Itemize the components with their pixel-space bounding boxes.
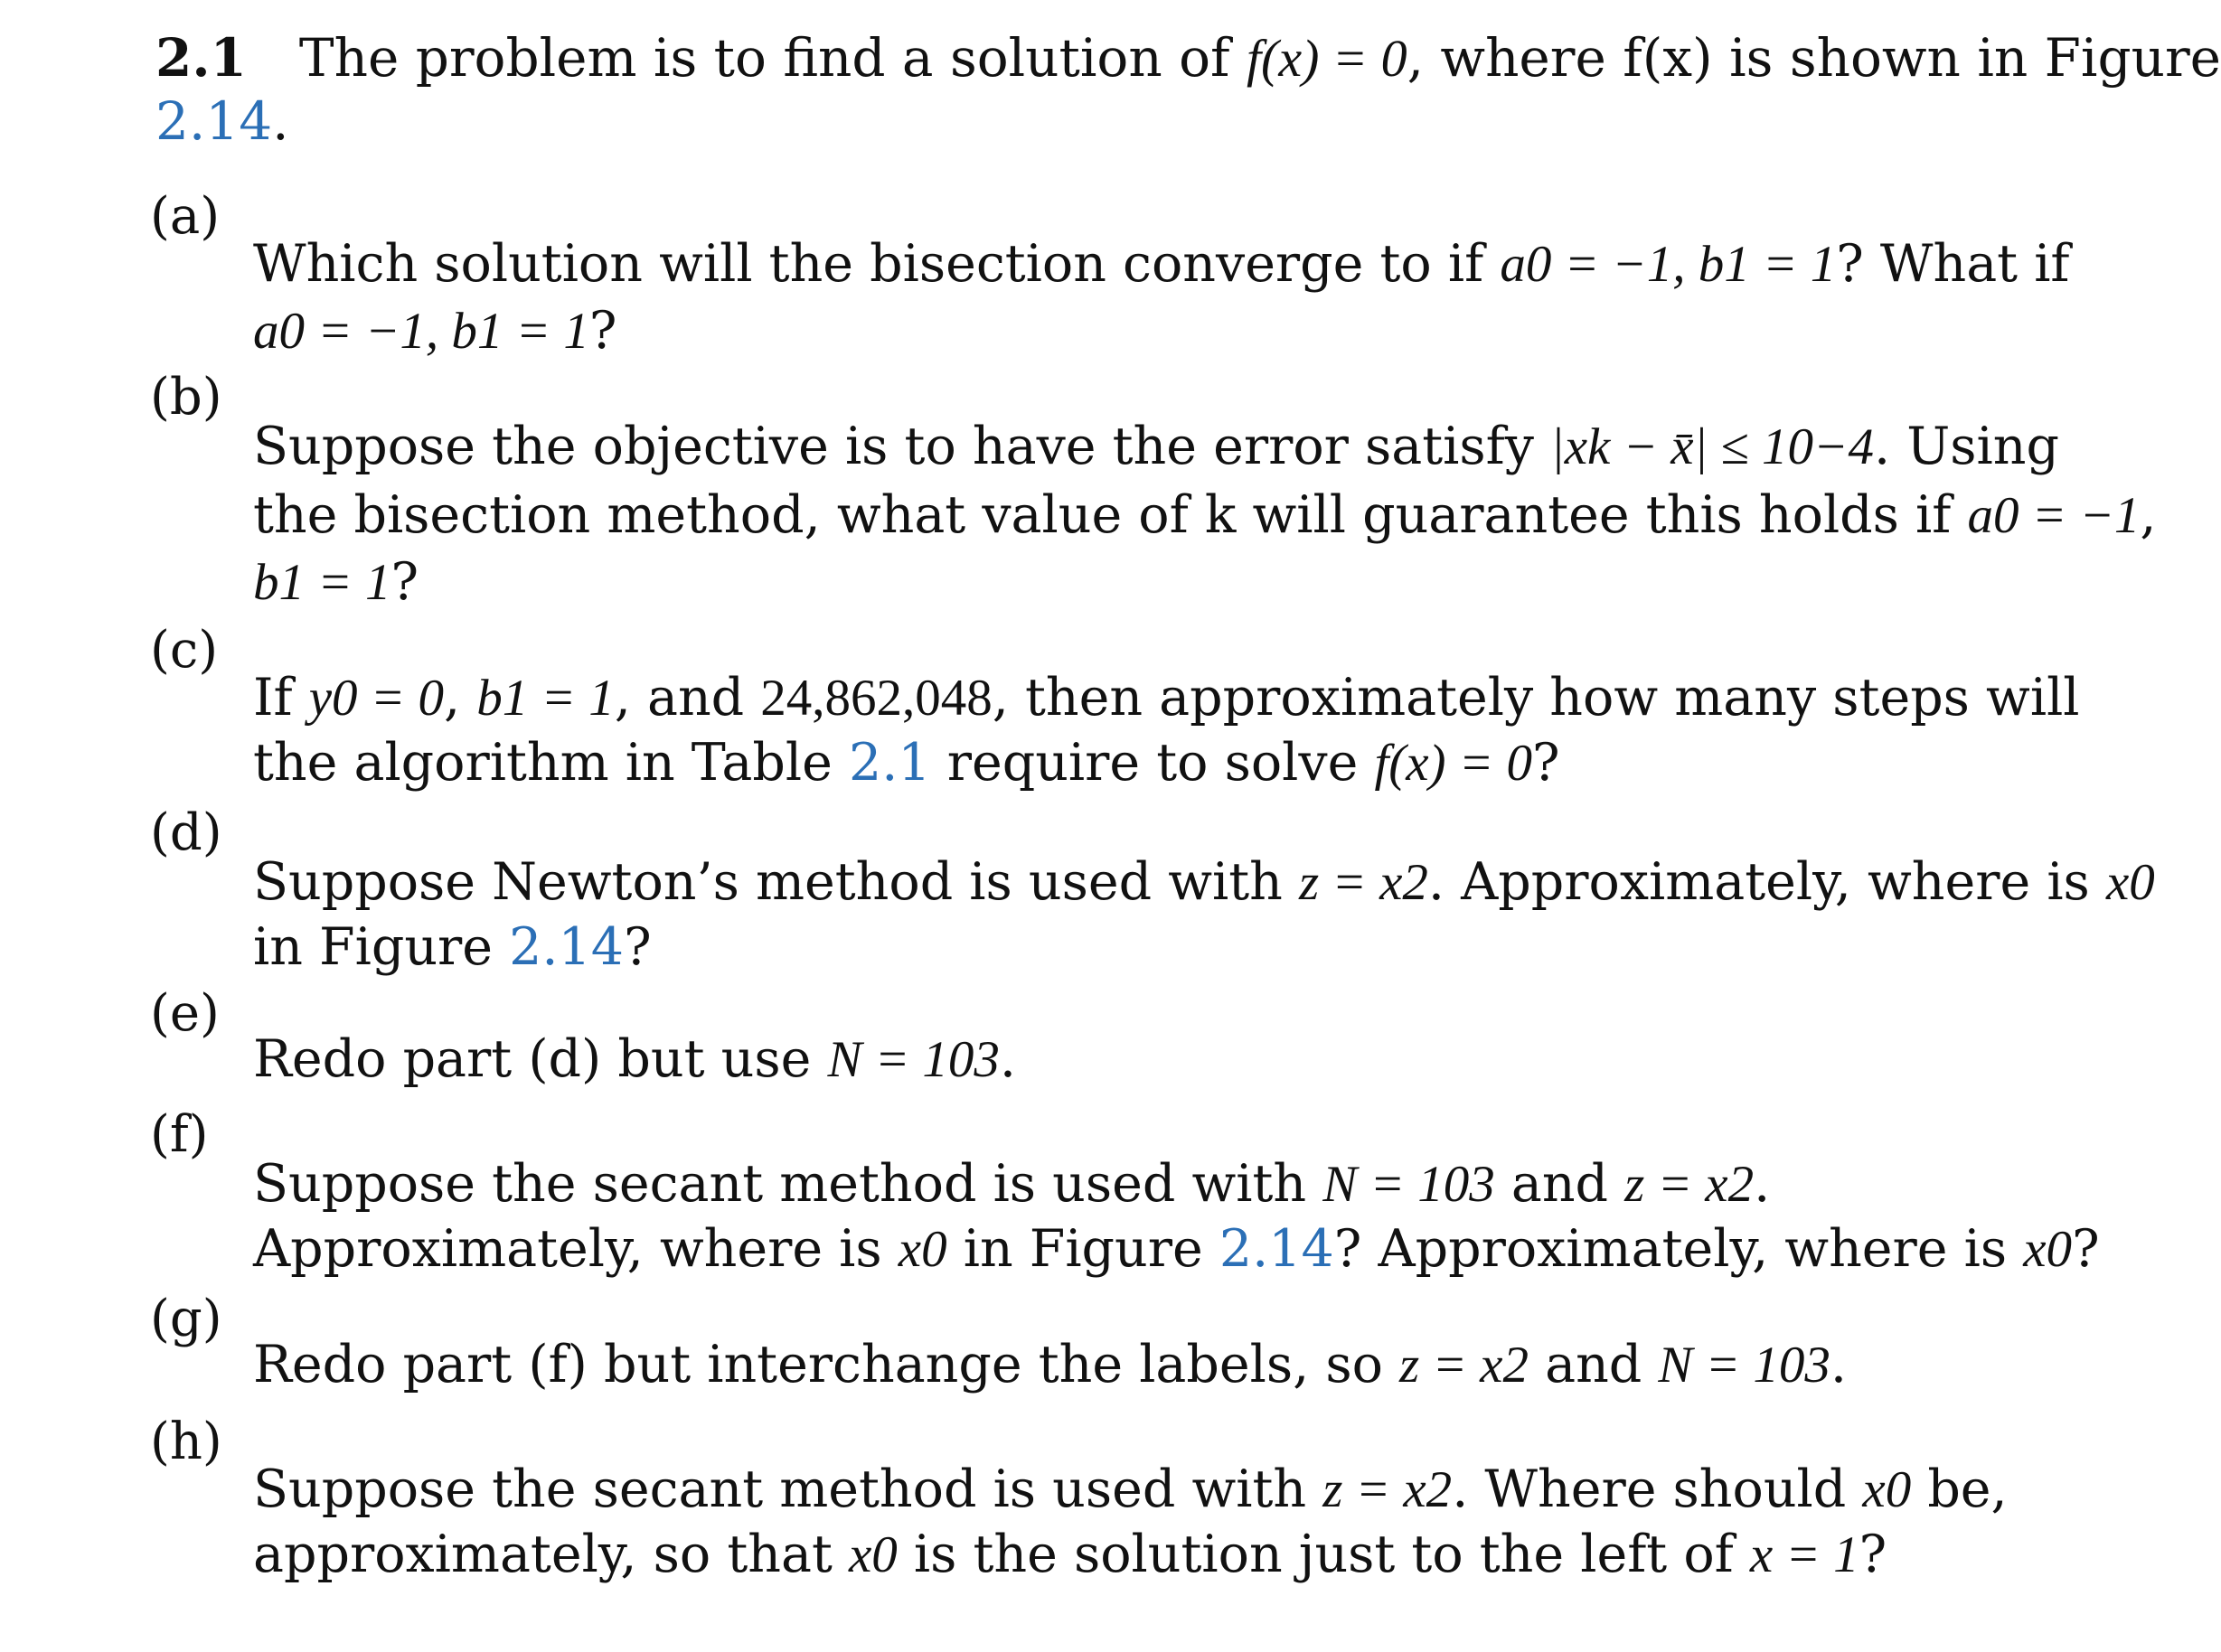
part-b-text-3: the bisection method, what value of k will guarantee this holds if [253,485,1968,545]
part-g-text-2: and [1528,1335,1659,1394]
part-e-label: (e) [150,984,220,1043]
part-b-math-2: a0 = −1 [1967,487,2141,544]
part-g-line-1 [253,1332,1847,1398]
part-f-text-2: and [1494,1154,1625,1214]
part-h-text-5: is the solution just to the left of [897,1525,1750,1584]
part-f-math-1: N = 103 [1322,1156,1495,1213]
part-g-math-2: N = 103 [1658,1337,1830,1394]
part-d-text-1: Suppose Newton’s method is used with [253,852,1299,912]
part-h-text-1: Suppose the secant method is used with [253,1460,1323,1519]
part-f-label: (f) [150,1105,209,1164]
part-c-text-5: require to solve [930,733,1375,793]
part-c-text-6: ? [1532,733,1560,793]
part-c-math-2: b1 = 1 [476,670,615,727]
part-h-label: (h) [150,1413,222,1471]
part-b-line-1 [253,414,2059,480]
part-a-text-1: Which solution will the bisection converge to if [253,234,1501,294]
part-h-text-2: . Where should [1452,1460,1863,1519]
part-e-text-1: Redo part (d) but use [253,1029,828,1089]
problem-text-prefix: The problem is to find a solution of [298,27,1247,89]
figure-reference-link-part-f[interactable]: 2.14 [1219,1219,1334,1279]
problem-text-suffix: , where f(x) is shown in Figure [1407,27,2221,89]
part-e-text-2: . [999,1029,1017,1089]
part-h-math-4: x = 1 [1749,1526,1859,1583]
part-c-line-2 [253,730,1560,796]
part-c-separator: , [444,668,477,727]
part-a-math-1: a0 = −1, b1 = 1 [1500,236,1837,293]
part-c-line-1 [253,665,2080,731]
part-c-text-4: the algorithm in Table [253,733,849,793]
part-e-line-1 [253,1027,1016,1093]
part-h-math-1: z = x2 [1322,1461,1453,1518]
part-a-line-1 [253,231,2070,297]
part-d-math-2: x0 [2105,854,2155,911]
part-h-math-3: x0 [848,1526,898,1583]
part-e-math-1: N = 103 [827,1031,1000,1088]
part-b-text-1: Suppose the objective is to have the error satisfy [253,417,1551,476]
part-b-label: (b) [150,368,222,427]
part-d-label: (d) [150,803,222,862]
part-b-line-2 [253,483,2157,549]
problem-line-end: . [272,90,289,152]
part-c-math-1: y0 = 0 [308,670,444,727]
part-b-text-4: , [2140,485,2157,545]
part-f-text-3: . [1754,1154,1771,1214]
table-reference-link[interactable]: 2.1 [848,733,931,793]
part-c-number: 24,862,048 [760,670,993,727]
part-f-math-2: z = x2 [1624,1156,1755,1213]
part-d-text-3: in Figure [253,917,510,977]
part-b-line-3 [253,549,419,615]
part-a-math-2: a0 = −1, b1 = 1 [253,303,589,360]
problem-statement-line-2 [155,89,289,154]
part-g-text-1: Redo part (f) but interchange the labels, so [253,1335,1400,1394]
part-c-text-3: , then approximately how many steps will [992,668,2080,727]
part-h-math-2: x0 [1862,1461,1912,1518]
part-d-text-2: . Approximately, where is [1427,852,2106,912]
part-f-text-6: ? Approximately, where is [1333,1219,2024,1279]
part-f-text-7: ? [2072,1219,2100,1279]
figure-reference-link-part-d[interactable]: 2.14 [509,917,625,977]
part-g-label: (g) [150,1290,222,1348]
part-c-text-1: If [253,668,309,727]
part-b-math-1: |xk − x̄| ≤ 10−4 [1550,418,1875,475]
problem-statement-line-1 [155,25,2221,91]
part-d-line-2 [253,915,652,980]
part-g-text-3: . [1830,1335,1848,1394]
part-d-line-1 [253,849,2155,915]
part-b-text-5: ? [391,552,419,612]
part-f-line-2 [253,1216,2100,1282]
part-b-text-2: . Using [1874,417,2059,476]
problem-number: 2.1 [155,27,247,89]
part-f-math-3: x0 [898,1221,947,1278]
part-f-math-4: x0 [2023,1221,2073,1278]
part-a-text-3: ? [588,301,617,361]
part-d-text-4: ? [624,917,652,977]
part-c-text-2: , and [614,668,761,727]
problem-equation: f(x) = 0 [1246,29,1407,88]
part-c-math-3: f(x) = 0 [1374,735,1532,792]
part-f-text-4: Approximately, where is [253,1219,899,1279]
part-f-text-1: Suppose the secant method is used with [253,1154,1323,1214]
part-b-math-3: b1 = 1 [253,554,391,611]
part-f-text-5: in Figure [946,1219,1219,1279]
figure-reference-link[interactable]: 2.14 [155,90,273,152]
part-c-label: (c) [150,621,219,680]
part-h-text-6: ? [1859,1525,1887,1584]
part-a-line-2 [253,298,616,364]
part-a-text-2: ? What if [1836,234,2070,294]
part-a-label: (a) [150,187,221,246]
part-f-line-1 [253,1151,1770,1217]
part-h-text-4: approximately, so that [253,1525,849,1584]
part-d-math-1: z = x2 [1298,854,1428,911]
part-h-text-3: be, [1911,1460,2008,1519]
part-h-line-2 [253,1522,1887,1588]
part-h-line-1 [253,1457,2008,1523]
part-g-math-1: z = x2 [1399,1337,1529,1394]
